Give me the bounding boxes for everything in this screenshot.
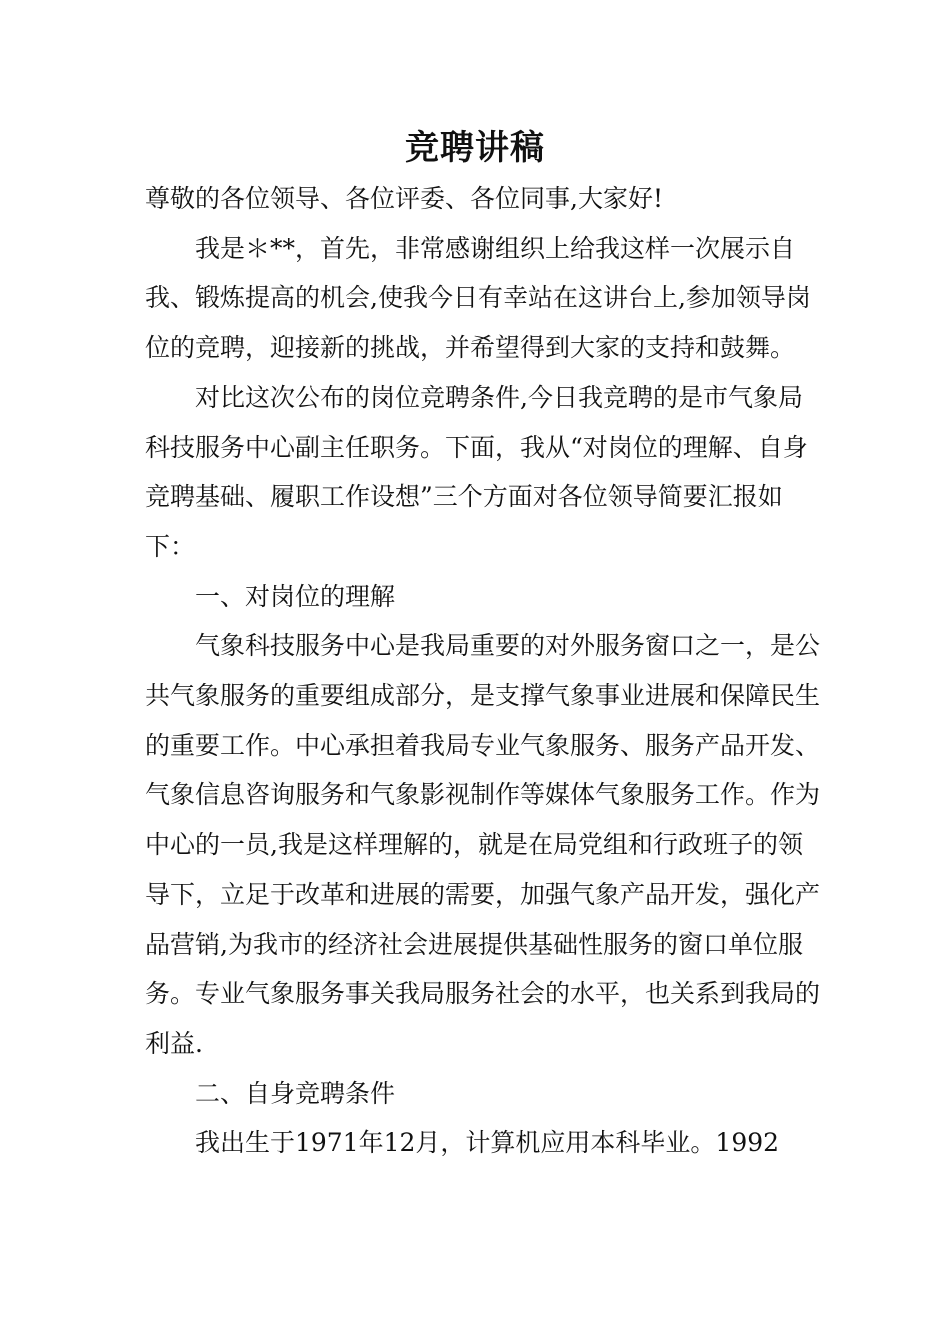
greeting-paragraph: 尊敬的各位领导、各位评委、各位同事,大家好! [145, 184, 663, 213]
document-body [145, 174, 825, 1168]
document-title: 竞聘讲稿 [405, 128, 545, 168]
position-paragraph: 对比这次公布的岗位竞聘条件,今日我竞聘的是市气象局科技服务中心副主任职务。下面，我从“对岗位的理解、自身竞聘基础、履职工作设想”三个方面对各位领导简要汇报如下： [145, 382, 808, 561]
section-heading-1: 一、对岗位的理解 [195, 581, 396, 611]
intro-paragraph: 我是＊**，首先，非常感谢组织上给我这样一次展示自我、锻炼提高的机会,使我今日有幸站在这讲台上,参加领导岗位的竞聘，迎接新的挑战，并希望得到大家的支持和鼓舞。 [145, 233, 811, 363]
background-paragraph: 我出生于1971年12月，计算机应用本科毕业。1992 [195, 1128, 780, 1158]
section-heading-2: 二、自身竞聘条件 [195, 1078, 396, 1108]
understanding-paragraph: 气象科技服务中心是我局重要的对外服务窗口之一，是公共气象服务的重要组成部分，是支撑气象事业进展和保障民生的重要工作。中心承担着我局专业气象服务、服务产品开发、气象信息咨询服务和气象影视制作等媒体气象服务工作。作为中心的一员,我是这样理解的，就是在局党组和行政班子的领导下，立足于改革和进展的需要，加强气象产品开发，强化产品营销,为我市的经济社会进展提供基础性服务的窗口单位服务。专业气象服务事关我局服务社会的水平，也关系到我局的利益. [145, 631, 821, 1058]
